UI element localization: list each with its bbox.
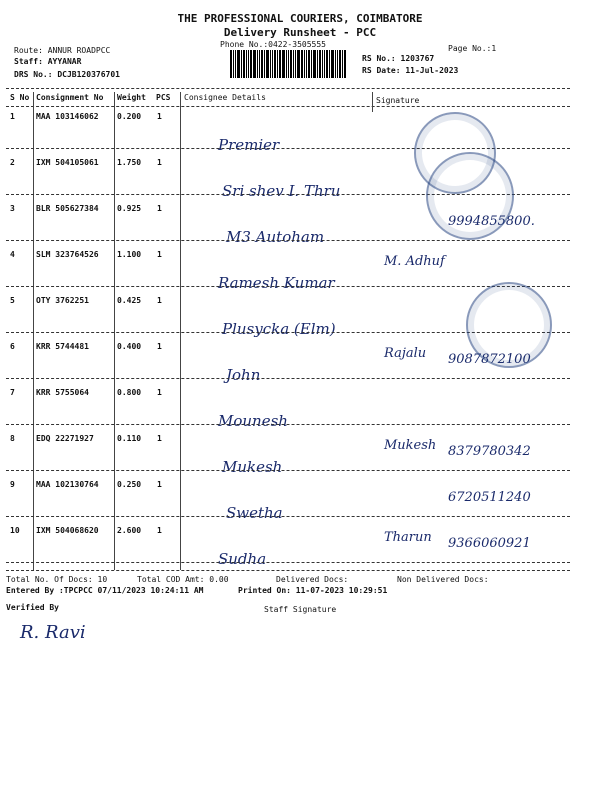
row-consignee-handwriting: Mounesh	[218, 412, 288, 430]
vline-consignment	[114, 92, 115, 570]
row-consignment-no: OTY 3762251	[36, 296, 89, 305]
row-pcs: 1	[157, 204, 162, 213]
row-pcs: 1	[157, 342, 162, 351]
company-stamp	[426, 152, 514, 240]
barcode-bar	[248, 50, 249, 78]
row-consignee-handwriting: Premier	[218, 136, 280, 154]
footer-divider	[6, 570, 570, 571]
barcode-bar	[326, 50, 328, 78]
col-consignment: Consignment No	[36, 93, 104, 102]
barcode-bar	[253, 50, 256, 78]
header-divider-bottom	[6, 106, 570, 107]
row-phone-handwriting: 9994855800.	[448, 214, 535, 229]
row-consignment-no: IXM 504105061	[36, 158, 99, 167]
rs-number: RS No.: 1203767	[362, 54, 435, 63]
row-sno: 6	[10, 342, 15, 351]
row-consignment-no: KRR 5744481	[36, 342, 89, 351]
row-consignee-handwriting: Mukesh	[222, 458, 283, 476]
row-weight: 0.200	[117, 112, 142, 121]
vline-sno	[33, 92, 34, 570]
barcode-bar	[241, 50, 242, 78]
barcode-bar	[250, 50, 252, 78]
barcode-bar	[290, 50, 292, 78]
col-pcs: PCS	[156, 93, 171, 102]
row-consignment-no: IXM 504068620	[36, 526, 99, 535]
row-sno: 7	[10, 388, 15, 397]
row-signature: Mukesh	[384, 438, 437, 453]
row-phone-handwriting: 8379780342	[448, 444, 531, 459]
document-title: Delivery Runsheet - PCC	[223, 26, 377, 39]
row-divider	[6, 378, 570, 379]
barcode-bar	[311, 50, 312, 78]
barcode-bar	[324, 50, 325, 78]
row-consignee-handwriting: M3 Autoham	[226, 228, 325, 246]
row-phone-handwriting: 9366060921	[448, 536, 531, 551]
barcode-bar	[230, 50, 232, 78]
company-name: THE PROFESSIONAL COURIERS, COIMBATORE	[177, 12, 423, 25]
verified-by-label: Verified By	[6, 603, 59, 612]
rs-date: RS Date: 11-Jul-2023	[362, 66, 459, 75]
barcode-bar	[264, 50, 265, 78]
phone-number: Phone No.:0422-3505555	[220, 40, 326, 49]
row-consignee-handwriting: Plusycka (Elm)	[222, 320, 336, 338]
barcode-bar	[342, 50, 343, 78]
row-divider	[6, 562, 570, 563]
row-pcs: 1	[157, 158, 162, 167]
barcode-bar	[233, 50, 234, 78]
barcode-bar	[272, 50, 273, 78]
barcode-bar	[257, 50, 258, 78]
entered-by: Entered By :TPCPCC 07/11/2023 10:24:11 AM	[6, 586, 204, 595]
row-divider	[6, 286, 570, 287]
row-sno: 1	[10, 112, 15, 121]
verifier-signature: R. Ravi	[20, 622, 86, 643]
barcode-bar	[243, 50, 245, 78]
barcode-bar	[319, 50, 321, 78]
barcode-bar	[288, 50, 289, 78]
company-stamp	[466, 282, 552, 368]
barcode-bar	[329, 50, 330, 78]
barcode-bar	[274, 50, 276, 78]
row-sno: 9	[10, 480, 15, 489]
col-weight: Weight	[117, 93, 146, 102]
col-signature: Signature	[376, 96, 420, 105]
row-divider	[6, 516, 570, 517]
row-pcs: 1	[157, 388, 162, 397]
staff-signature-label: Staff Signature	[264, 605, 337, 614]
barcode-bar	[337, 50, 338, 78]
drs-number: DRS No.: DCJB120376701	[14, 70, 120, 79]
row-consignee-handwriting: John	[226, 366, 261, 384]
row-consignee-handwriting: Sudha	[218, 550, 267, 568]
total-cod: Total COD Amt: 0.00	[137, 575, 229, 584]
row-weight: 0.800	[117, 388, 142, 397]
barcode-bar	[261, 50, 263, 78]
barcode-bar	[270, 50, 271, 78]
row-consignment-no: MAA 102130764	[36, 480, 99, 489]
row-weight: 1.750	[117, 158, 142, 167]
row-consignment-no: BLR 505627384	[36, 204, 99, 213]
row-signature: M. Adhuf	[384, 254, 445, 269]
row-pcs: 1	[157, 296, 162, 305]
delivered-docs: Delivered Docs:	[276, 575, 349, 584]
row-consignment-no: SLM 323764526	[36, 250, 99, 259]
row-consignee-handwriting: Ramesh Kumar	[218, 274, 335, 292]
barcode-bar	[282, 50, 285, 78]
barcode-bar	[277, 50, 278, 78]
vline-pcs	[180, 92, 181, 570]
barcode-bar	[317, 50, 318, 78]
row-divider	[6, 240, 570, 241]
barcode-bar	[295, 50, 296, 78]
barcode-bar	[306, 50, 307, 78]
row-pcs: 1	[157, 112, 162, 121]
barcode-bar	[339, 50, 341, 78]
barcode-bar	[304, 50, 305, 78]
row-sno: 5	[10, 296, 15, 305]
row-divider	[6, 470, 570, 471]
row-sno: 3	[10, 204, 15, 213]
printed-on: Printed On: 11-07-2023 10:29:51	[238, 586, 388, 595]
barcode-bar	[301, 50, 303, 78]
col-sno: S No	[10, 93, 30, 102]
row-pcs: 1	[157, 434, 162, 443]
row-weight: 0.110	[117, 434, 142, 443]
barcode-bar	[293, 50, 294, 78]
row-weight: 0.250	[117, 480, 142, 489]
barcode-bar	[331, 50, 334, 78]
barcode-bar	[344, 50, 346, 78]
row-phone-handwriting: 9087872100	[448, 352, 531, 367]
row-sno: 4	[10, 250, 15, 259]
barcode-bar	[286, 50, 287, 78]
row-phone-handwriting: 6720511240	[448, 490, 531, 505]
barcode-bar	[246, 50, 247, 78]
barcode-bar	[308, 50, 310, 78]
row-consignment-no: KRR 5755064	[36, 388, 89, 397]
barcode-bar	[279, 50, 281, 78]
row-sno: 10	[10, 526, 20, 535]
barcode-bar	[322, 50, 323, 78]
row-consignee-handwriting: Sri shev I. Thru	[222, 182, 341, 200]
row-pcs: 1	[157, 526, 162, 535]
barcode-bar	[237, 50, 240, 78]
barcode	[230, 50, 356, 78]
row-weight: 0.925	[117, 204, 142, 213]
non-delivered-docs: Non Delivered Docs:	[397, 575, 489, 584]
row-weight: 0.425	[117, 296, 142, 305]
row-pcs: 1	[157, 480, 162, 489]
barcode-bar	[266, 50, 269, 78]
staff: Staff: AYYANAR	[14, 57, 82, 66]
row-pcs: 1	[157, 250, 162, 259]
route: Route: ANNUR ROADPCC	[14, 46, 111, 55]
barcode-bar	[297, 50, 300, 78]
barcode-bar	[335, 50, 336, 78]
row-weight: 0.400	[117, 342, 142, 351]
col-details: Consignee Details	[184, 93, 266, 102]
row-weight: 2.600	[117, 526, 142, 535]
row-consignment-no: MAA 103146062	[36, 112, 99, 121]
row-sno: 2	[10, 158, 15, 167]
total-docs: Total No. Of Docs: 10	[6, 575, 108, 584]
row-signature: Rajalu	[384, 346, 427, 361]
barcode-bar	[259, 50, 260, 78]
header-divider-top	[6, 88, 570, 89]
barcode-bar	[235, 50, 236, 78]
row-consignee-handwriting: Swetha	[226, 504, 283, 522]
row-weight: 1.100	[117, 250, 142, 259]
page-number: Page No.:1	[448, 44, 497, 53]
row-divider	[6, 424, 570, 425]
row-sno: 8	[10, 434, 15, 443]
vline-signature	[372, 92, 373, 112]
row-consignment-no: EDQ 22271927	[36, 434, 94, 443]
row-signature: Tharun	[384, 530, 432, 545]
barcode-bar	[313, 50, 316, 78]
